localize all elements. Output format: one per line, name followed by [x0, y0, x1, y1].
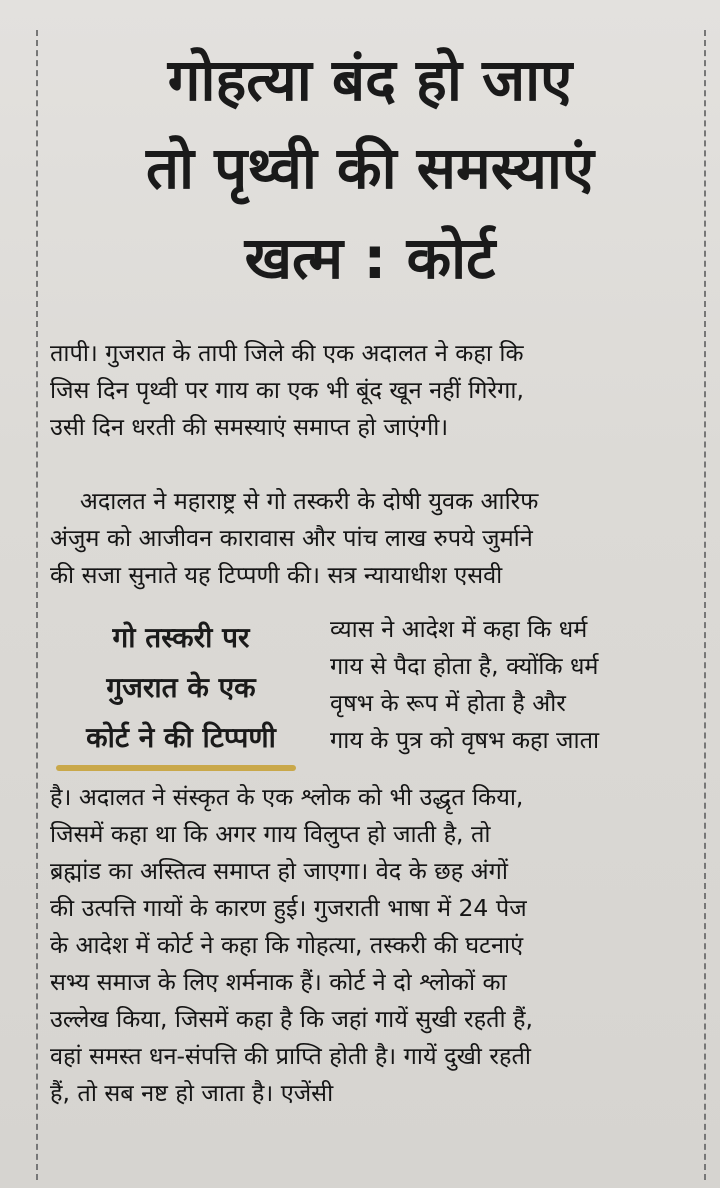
pull-quote-line-3: कोर्ट ने की टिप्पणी	[86, 721, 276, 754]
pull-quote-box	[50, 613, 312, 763]
headline-line-3: खत्म : कोर्ट	[244, 224, 496, 292]
article-closing-paragraph: है। अदालत ने संस्कृत के एक श्लोक को भी उद्धृत किया, जिसमें कहा था कि अगर गाय विलुप्त हो जाती है, तो ब्रह्मांड का अस्तित्व समाप्त हो जाएगा। वेद के छह अंगों की उत्पत्ति गायों के कारण हुई। गुजराती भाषा में 24 पेज के आदेश में कोर्ट ने कहा कि गोहत्या, तस्करी की घटनाएं सभ्य समाज के लिए शर्मनाक हैं। कोर्ट ने दो श्लोकों का उल्लेख किया, जिसमें कहा है कि जहां गायें सुखी रहती हैं, वहां समस्त धन-संपत्ति की प्राप्ति होती है। गायें दुखी रहती हैं, तो सब नष्ट हो जाता है। एजेंसी	[50, 783, 534, 1107]
headline-line-2: तो पृथ्वी की समस्याएं	[145, 134, 595, 202]
pull-quote-underline	[56, 765, 296, 771]
article-second-paragraph: अदालत ने महाराष्ट्र से गो तस्करी के दोषी युवक आरिफ अंजुम को आजीवन कारावास और पांच लाख रुपये जुर्माने की सजा सुनाते यह टिप्पणी की। सत्र न्यायाधीश एसवी	[50, 487, 539, 589]
article-intro-paragraph: तापी। गुजरात के तापी जिले की एक अदालत ने कहा कि जिस दिन पृथ्वी पर गाय का एक भी बूंद खून नहीं गिरेगा, उसी दिन धरती की समस्याएं समाप्त हो जाएंगी।	[50, 339, 524, 441]
left-column-rule	[36, 30, 38, 1180]
right-column-rule	[704, 30, 706, 1180]
headline-line-1: गोहत्या बंद हो जाए	[167, 46, 573, 114]
article-right-column-text: व्यास ने आदेश में कहा कि धर्म गाय से पैदा होता है, क्योंकि धर्म वृषभ के रूप में होता है और गाय के पुत्र को वृषभ कहा जाता	[330, 615, 600, 754]
pull-quote-line-1: गो तस्करी पर	[112, 621, 250, 654]
pull-quote-line-2: गुजरात के एक	[106, 671, 256, 704]
